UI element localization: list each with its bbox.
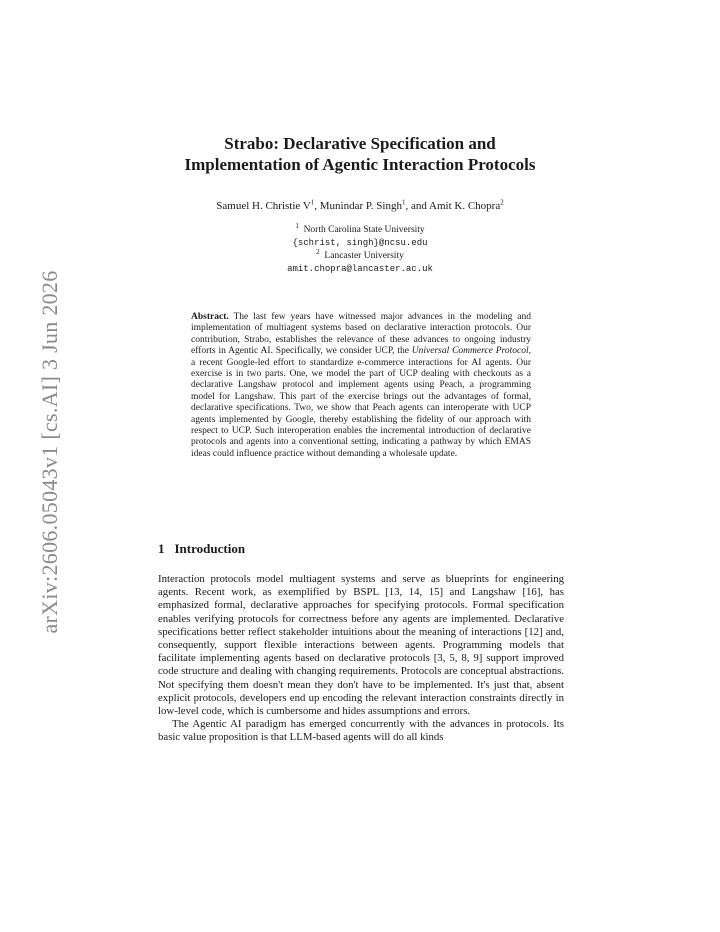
section-title: Introduction: [174, 541, 246, 556]
author-name: Munindar P. Singh: [319, 200, 402, 212]
affiliation-mark: 2: [500, 198, 504, 207]
affiliation-institution: $^2$ Lancaster University: [316, 247, 404, 261]
section-body: [158, 573, 564, 745]
abstract-text: The last few years have witnessed major advances in the modeling and implementation of multiagent systems based on declarative interaction protocols. Our contribution, Strabo, establishes the relevance of these advances to ongoing industry efforts in Agentic AI. Specifically, we consider UCP, the: [191, 312, 531, 357]
affiliation-institution: $^1$ North Carolina State University: [295, 221, 425, 235]
paper-title-line: Strabo: Declarative Specification and: [224, 134, 496, 153]
affiliation-email: {schrist, singh}@ncsu.edu: [292, 238, 428, 248]
affiliation-mark: 1: [310, 198, 315, 207]
body-paragraph: The Agentic AI paradigm has emerged concurrently with the advances in protocols. Its basic value proposition is that LLM-based agents will do all kinds: [158, 718, 564, 744]
affiliation-email: amit.chopra@lancaster.ac.uk: [287, 264, 433, 274]
abstract: [191, 312, 531, 460]
author-name: Samuel H. Christie V: [216, 200, 311, 212]
abstract-text: , a recent Google-led effort to standardize e-commerce interactions for AI agents. Our exercise is in two parts. One, we model the part of UCP dealing with checkouts as a declarative Langshaw protocol and implement agents using Peach, a programming model for Langshaw. This part of the exercise brings out the advantages of formal, declarative specifications. Two, we show that Peach agents can interoperate with UCP agents implemented by Google, thereby establishing the fidelity of our approach with respect to UCP. Such interoperation enables the incremental introduction of declarative protocols and agents into a conventional setting, indicating a pathway by which EMAS ideas could influence practice without demanding a wholesale update.: [191, 346, 531, 459]
section-heading: [158, 541, 245, 557]
abstract-label: Abstract.: [191, 312, 229, 322]
author-separator: , and: [405, 200, 430, 212]
affiliations: [120, 221, 600, 276]
author-list: [120, 200, 600, 212]
author-separator: ,: [314, 200, 320, 212]
arxiv-identifier: arXiv:2606.05043v1 [cs.AI] 3 Jun 2026: [37, 270, 62, 634]
paper-title: [120, 133, 600, 175]
body-paragraph: Interaction protocols model multiagent systems and serve as blueprints for engineering agents. Recent work, as exemplified by BSPL [13, 14, 15] and Langshaw [16], has emphasized formal, declarative approaches for specifying protocols. Formal specification enables verifying protocols for correctness before any agents are implemented. Declarative specifications better reflect stakeholder intuitions about the meaning of interactions [12] and, consequently, support flexible interactions between agents. Programming models that facilitate implementing agents based on declarative protocols [3, 5, 8, 9] support improved code structure and dealing with changing requirements. Protocols are conceptual abstractions. Not specifying them doesn't mean they don't have to be implemented. It's just that, absent explicit protocols, developers end up encoding the relevant interaction constraints directly in low-level code, which is cumbersome and hides assumptions and errors.: [158, 573, 564, 718]
section-number: 1: [158, 541, 165, 556]
paper-title-line: Implementation of Agentic Interaction Protocols: [184, 155, 536, 174]
affiliation-mark: 1: [402, 198, 406, 207]
affiliation-mark: 2: [316, 247, 320, 256]
affiliation-mark: 1: [295, 221, 299, 230]
abstract-emphasis: Universal Commerce Protocol: [411, 346, 529, 357]
author-name: Amit K. Chopra: [429, 200, 501, 212]
